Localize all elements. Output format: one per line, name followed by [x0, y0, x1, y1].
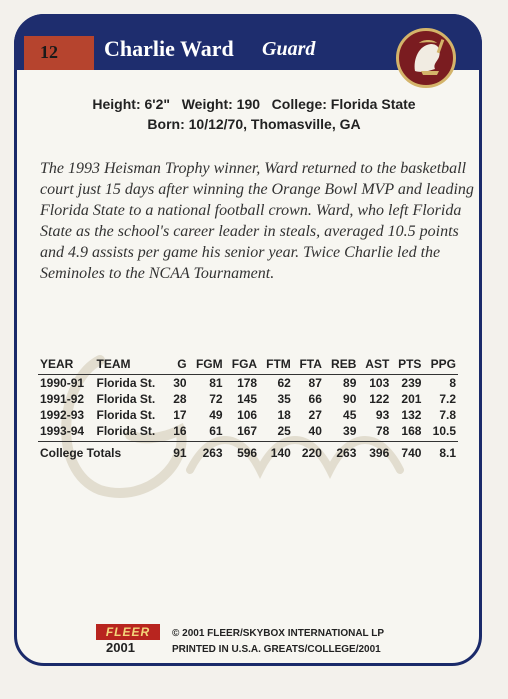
cell-fta: 220 [301, 446, 322, 460]
cell-g: 16 [168, 423, 188, 442]
cell-g: 30 [173, 376, 187, 390]
bio-born: Born: 10/12/70, Thomasville, GA [147, 116, 361, 132]
cell-ftm: 35 [277, 392, 291, 406]
cell-fga: 167 [225, 423, 260, 442]
cell-g: 28 [173, 392, 187, 406]
cell-team: Florida St. [96, 392, 156, 406]
career-blurb: The 1993 Heisman Trophy winner, Ward returned to the basketball court just 15 days after winning the Orange Bowl MVP and leading Florida State to a national football crown. Ward, who left Florida State as the school's career leader in steals, averaged 10.5 points and 4.9 assists per game his senior year. Twice Charlie led the Seminoles to the NCAA Tournament. [40, 160, 474, 282]
cell-ftm: 62 [277, 376, 291, 390]
cell-fgm: 81 [209, 376, 223, 390]
cell-reb: 39 [324, 423, 359, 442]
cell-fga: 145 [237, 392, 258, 406]
col-ast: AST [358, 356, 391, 375]
cell-fga: 596 [237, 446, 258, 460]
copyright-line: © 2001 FLEER/SKYBOX INTERNATIONAL LP [172, 628, 385, 639]
table-row [38, 407, 458, 423]
cell-year: 1991-92 [40, 392, 85, 406]
cell-ppg: 7.2 [439, 392, 456, 406]
seminoles-logo-icon [396, 28, 456, 88]
cell-ppg: 7.8 [439, 408, 456, 422]
cell-fgm: 49 [209, 408, 223, 422]
cell-pts: 740 [401, 446, 422, 460]
col-ppg: PPG [423, 356, 458, 375]
cell-year: 1990-91 [40, 376, 85, 390]
cell-totals-label: College Totals [40, 446, 122, 460]
totals-row [38, 442, 458, 462]
cell-year: 1992-93 [40, 408, 85, 422]
player-name: Charlie Ward [104, 36, 234, 61]
cell-ast: 78 [358, 423, 391, 442]
cell-team: Florida St. [94, 423, 168, 442]
cell-ast: 103 [369, 376, 390, 390]
cell-fgm: 61 [189, 423, 225, 442]
cell-pts: 239 [401, 376, 422, 390]
cell-fta: 27 [308, 408, 322, 422]
bio-height-weight-college: Height: 6'2" Weight: 190 College: Florida State [92, 96, 416, 112]
cell-reb: 89 [343, 376, 357, 390]
card-number: 12 [40, 42, 58, 62]
fleer-logo: FLEER [96, 624, 160, 640]
col-g: G [168, 356, 188, 375]
col-fta: FTA [293, 356, 324, 375]
col-pts: PTS [391, 356, 423, 375]
cell-ast: 93 [375, 408, 390, 422]
col-ftm: FTM [259, 356, 293, 375]
cell-fta: 66 [308, 392, 322, 406]
card-number-box [24, 36, 94, 70]
cell-team: Florida St. [96, 408, 156, 422]
col-reb: REB [324, 356, 359, 375]
col-team: TEAM [94, 356, 168, 375]
cell-ftm: 18 [277, 408, 291, 422]
cell-fta: 40 [293, 423, 324, 442]
cell-g: 17 [173, 408, 187, 422]
cell-fga: 178 [237, 376, 258, 390]
cell-team: Florida St. [96, 376, 156, 390]
cell-reb: 263 [336, 446, 357, 460]
cell-pts: 201 [401, 392, 422, 406]
cell-ast: 396 [369, 446, 390, 460]
cell-fta: 87 [308, 376, 322, 390]
table-row [38, 375, 458, 392]
cell-g: 91 [173, 446, 187, 460]
cell-pts: 168 [391, 423, 423, 442]
player-position: Guard [262, 38, 316, 60]
cell-year: 1993-94 [38, 423, 94, 442]
cell-ppg: 8 [449, 376, 456, 390]
cell-ftm: 25 [259, 423, 293, 442]
cell-fga: 106 [237, 408, 258, 422]
stats-header-row [38, 356, 458, 375]
cell-ppg: 8.1 [439, 446, 456, 460]
cell-fgm: 263 [202, 446, 223, 460]
cell-reb: 90 [343, 392, 357, 406]
seminole-head-icon [399, 31, 453, 85]
table-row [38, 391, 458, 407]
cell-pts: 132 [401, 408, 422, 422]
printed-line: PRINTED IN U.S.A. GREATS/COLLEGE/2001 [172, 644, 381, 655]
cell-ppg: 10.5 [423, 423, 458, 442]
cell-reb: 45 [343, 408, 357, 422]
col-year: YEAR [38, 356, 94, 375]
col-fgm: FGM [189, 356, 225, 375]
stats-table [38, 356, 458, 461]
table-row [38, 423, 458, 442]
cell-fgm: 72 [209, 392, 223, 406]
col-fga: FGA [225, 356, 260, 375]
cell-ast: 122 [369, 392, 390, 406]
cell-ftm: 140 [270, 446, 291, 460]
footer-year: 2001 [106, 640, 135, 655]
